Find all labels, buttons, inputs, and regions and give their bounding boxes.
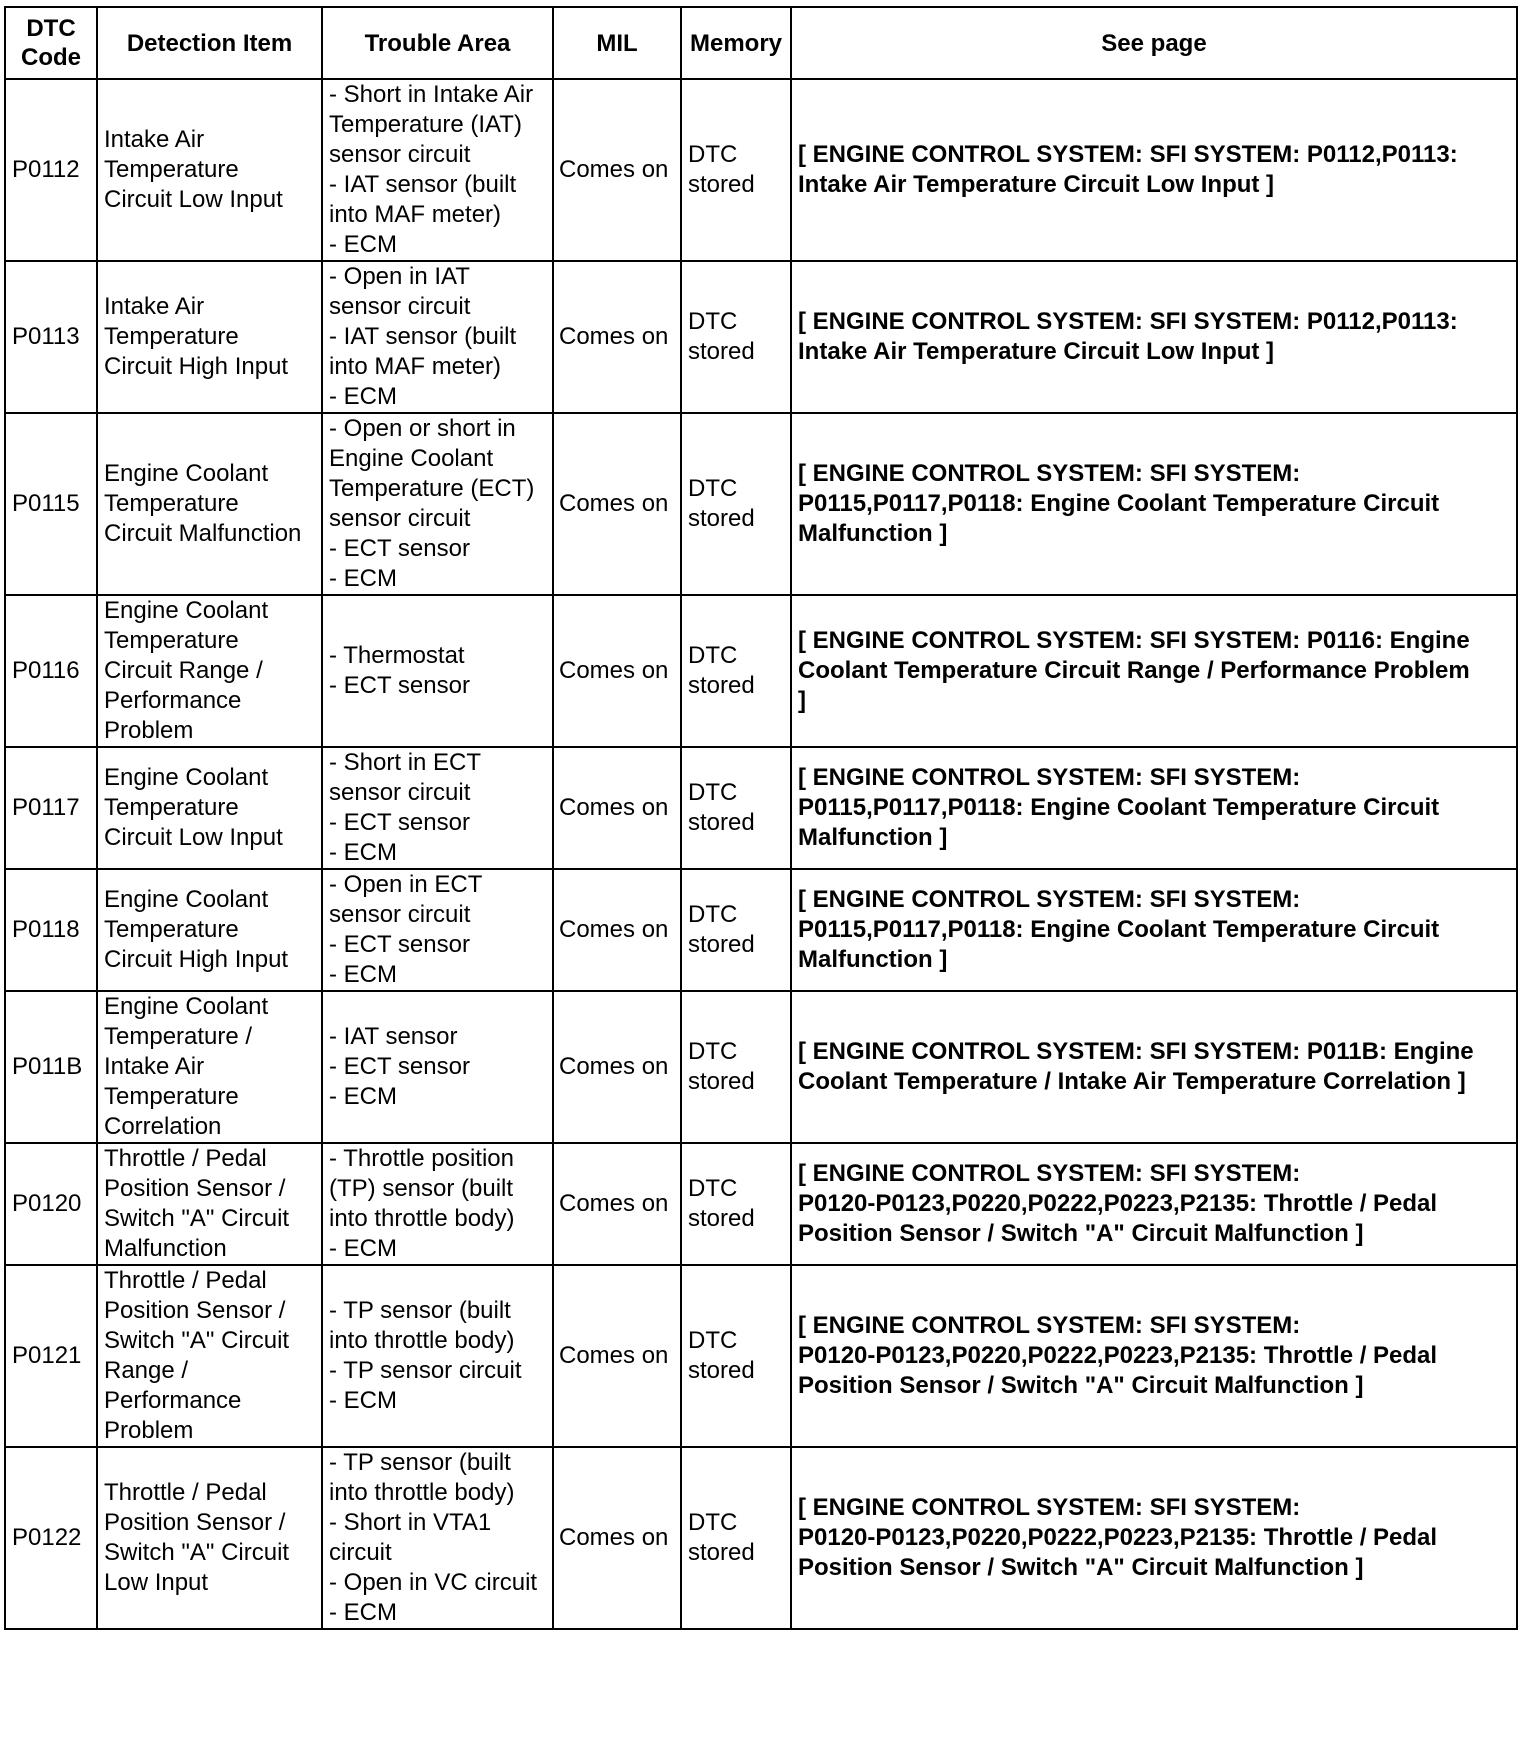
memory-cell: DTC stored <box>681 1447 791 1629</box>
see-page-cell[interactable]: [ ENGINE CONTROL SYSTEM: SFI SYSTEM: P0120-P0123,P0220,P0222,P0223,P2135: Throttle / Pedal Position Sensor / Switch "A" Circuit Malfunction ] <box>791 1447 1517 1629</box>
mil-cell: Comes on <box>553 747 681 869</box>
table-row <box>5 991 1517 1143</box>
header-row <box>5 7 1517 79</box>
memory-cell: DTC stored <box>681 261 791 413</box>
header-mil: MIL <box>553 7 681 79</box>
detection-item-cell: Throttle / Pedal Position Sensor / Switch "A" Circuit Low Input <box>97 1447 322 1629</box>
mil-cell: Comes on <box>553 413 681 595</box>
memory-cell: DTC stored <box>681 991 791 1143</box>
table-row <box>5 261 1517 413</box>
mil-cell: Comes on <box>553 1265 681 1447</box>
dtc-code-cell: P0115 <box>5 413 97 595</box>
detection-item-cell: Intake Air Temperature Circuit High Input <box>97 261 322 413</box>
mil-cell: Comes on <box>553 261 681 413</box>
memory-cell: DTC stored <box>681 747 791 869</box>
dtc-code-cell: P0118 <box>5 869 97 991</box>
dtc-code-cell: P0116 <box>5 595 97 747</box>
mil-cell: Comes on <box>553 991 681 1143</box>
mil-cell: Comes on <box>553 79 681 261</box>
see-page-cell[interactable]: [ ENGINE CONTROL SYSTEM: SFI SYSTEM: P0116: Engine Coolant Temperature Circuit Range / Performance Problem ] <box>791 595 1517 747</box>
see-page-cell[interactable]: [ ENGINE CONTROL SYSTEM: SFI SYSTEM: P011B: Engine Coolant Temperature / Intake Air Temperature Correlation ] <box>791 991 1517 1143</box>
memory-cell: DTC stored <box>681 79 791 261</box>
trouble-area-cell: - Open or short in Engine Coolant Temperature (ECT) sensor circuit - ECT sensor - ECM <box>322 413 553 595</box>
see-page-cell[interactable]: [ ENGINE CONTROL SYSTEM: SFI SYSTEM: P0115,P0117,P0118: Engine Coolant Temperature Circuit Malfunction ] <box>791 413 1517 595</box>
table-row <box>5 747 1517 869</box>
see-page-cell[interactable]: [ ENGINE CONTROL SYSTEM: SFI SYSTEM: P0112,P0113: Intake Air Temperature Circuit Low Input ] <box>791 79 1517 261</box>
see-page-cell[interactable]: [ ENGINE CONTROL SYSTEM: SFI SYSTEM: P0115,P0117,P0118: Engine Coolant Temperature Circuit Malfunction ] <box>791 747 1517 869</box>
dtc-code-cell: P0121 <box>5 1265 97 1447</box>
dtc-code-cell: P011B <box>5 991 97 1143</box>
detection-item-cell: Engine Coolant Temperature Circuit Range / Performance Problem <box>97 595 322 747</box>
detection-item-cell: Intake Air Temperature Circuit Low Input <box>97 79 322 261</box>
trouble-area-cell: - Throttle position (TP) sensor (built into throttle body) - ECM <box>322 1143 553 1265</box>
table-row <box>5 1265 1517 1447</box>
memory-cell: DTC stored <box>681 1265 791 1447</box>
see-page-cell[interactable]: [ ENGINE CONTROL SYSTEM: SFI SYSTEM: P0120-P0123,P0220,P0222,P0223,P2135: Throttle / Pedal Position Sensor / Switch "A" Circuit Malfunction ] <box>791 1265 1517 1447</box>
detection-item-cell: Throttle / Pedal Position Sensor / Switch "A" Circuit Range / Performance Problem <box>97 1265 322 1447</box>
mil-cell: Comes on <box>553 1447 681 1629</box>
dtc-code-cell: P0112 <box>5 79 97 261</box>
trouble-area-cell: - TP sensor (built into throttle body) - TP sensor circuit - ECM <box>322 1265 553 1447</box>
mil-cell: Comes on <box>553 1143 681 1265</box>
table-row <box>5 79 1517 261</box>
table-row <box>5 413 1517 595</box>
dtc-table-body <box>5 79 1517 1629</box>
table-row <box>5 595 1517 747</box>
see-page-cell[interactable]: [ ENGINE CONTROL SYSTEM: SFI SYSTEM: P0115,P0117,P0118: Engine Coolant Temperature Circuit Malfunction ] <box>791 869 1517 991</box>
dtc-table <box>4 6 1518 1630</box>
detection-item-cell: Engine Coolant Temperature / Intake Air Temperature Correlation <box>97 991 322 1143</box>
memory-cell: DTC stored <box>681 1143 791 1265</box>
detection-item-cell: Engine Coolant Temperature Circuit Low Input <box>97 747 322 869</box>
detection-item-cell: Throttle / Pedal Position Sensor / Switch "A" Circuit Malfunction <box>97 1143 322 1265</box>
dtc-code-cell: P0120 <box>5 1143 97 1265</box>
trouble-area-cell: - Short in ECT sensor circuit - ECT sensor - ECM <box>322 747 553 869</box>
detection-item-cell: Engine Coolant Temperature Circuit High Input <box>97 869 322 991</box>
trouble-area-cell: - Thermostat - ECT sensor <box>322 595 553 747</box>
header-memory: Memory <box>681 7 791 79</box>
trouble-area-cell: - IAT sensor - ECT sensor - ECM <box>322 991 553 1143</box>
header-detection-item: Detection Item <box>97 7 322 79</box>
header-see-page: See page <box>791 7 1517 79</box>
dtc-code-cell: P0117 <box>5 747 97 869</box>
mil-cell: Comes on <box>553 869 681 991</box>
mil-cell: Comes on <box>553 595 681 747</box>
trouble-area-cell: - Open in IAT sensor circuit - IAT sensor (built into MAF meter) - ECM <box>322 261 553 413</box>
trouble-area-cell: - TP sensor (built into throttle body) - Short in VTA1 circuit - Open in VC circuit - ECM <box>322 1447 553 1629</box>
see-page-cell[interactable]: [ ENGINE CONTROL SYSTEM: SFI SYSTEM: P0112,P0113: Intake Air Temperature Circuit Low Input ] <box>791 261 1517 413</box>
table-row <box>5 1447 1517 1629</box>
memory-cell: DTC stored <box>681 595 791 747</box>
trouble-area-cell: - Open in ECT sensor circuit - ECT sensor - ECM <box>322 869 553 991</box>
header-dtc-code: DTC Code <box>5 7 97 79</box>
see-page-cell[interactable]: [ ENGINE CONTROL SYSTEM: SFI SYSTEM: P0120-P0123,P0220,P0222,P0223,P2135: Throttle / Pedal Position Sensor / Switch "A" Circuit Malfunction ] <box>791 1143 1517 1265</box>
table-row <box>5 869 1517 991</box>
dtc-code-cell: P0113 <box>5 261 97 413</box>
dtc-code-cell: P0122 <box>5 1447 97 1629</box>
memory-cell: DTC stored <box>681 869 791 991</box>
trouble-area-cell: - Short in Intake Air Temperature (IAT) sensor circuit - IAT sensor (built into MAF meter) - ECM <box>322 79 553 261</box>
memory-cell: DTC stored <box>681 413 791 595</box>
detection-item-cell: Engine Coolant Temperature Circuit Malfunction <box>97 413 322 595</box>
header-trouble-area: Trouble Area <box>322 7 553 79</box>
table-row <box>5 1143 1517 1265</box>
